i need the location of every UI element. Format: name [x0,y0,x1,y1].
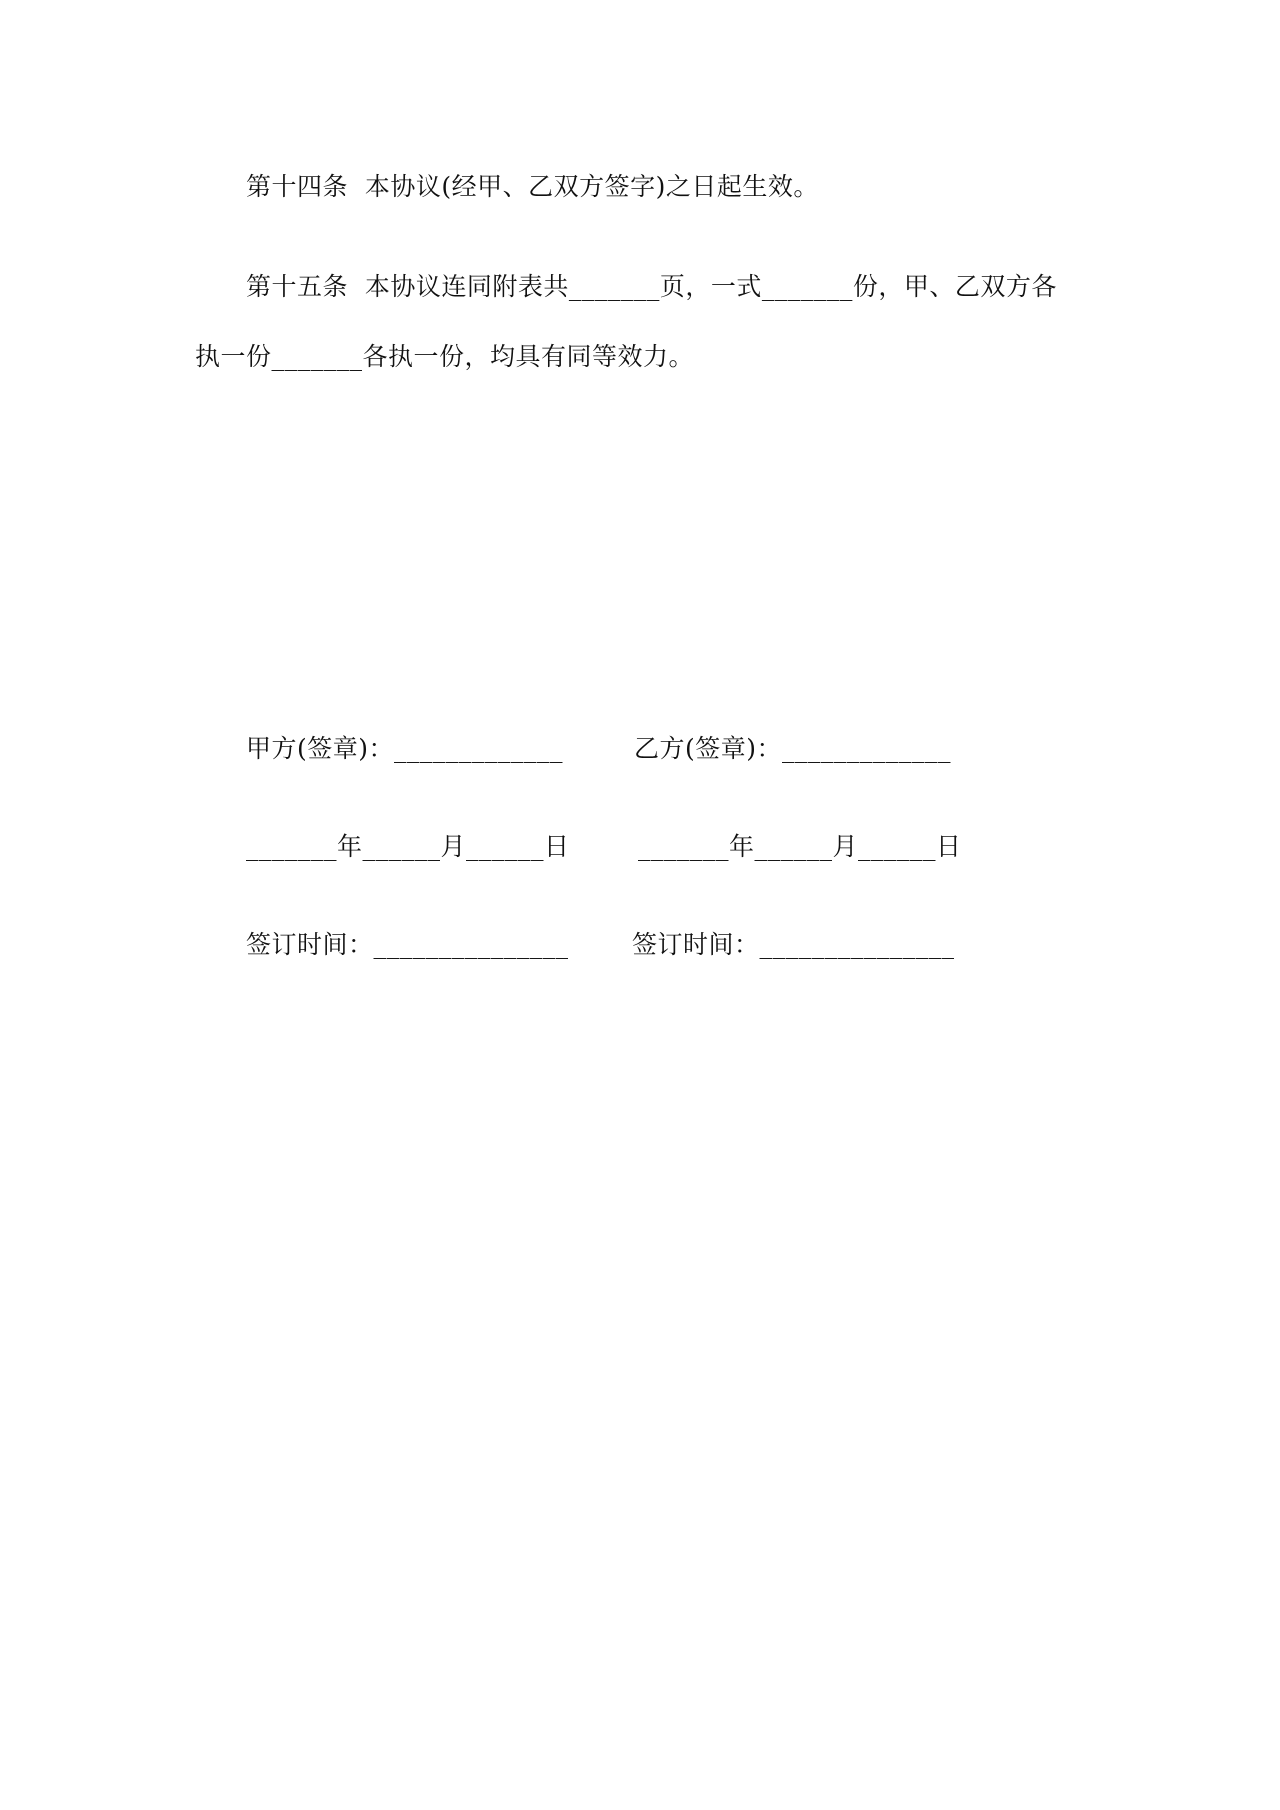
party-a-seal-field: 甲方(签章)：_____________ [246,734,564,763]
article-15-line-1: 第十五条 本协议连同附表共_______页，一式_______份，甲、乙双方各 [246,272,1057,301]
party-a-signing-time-field: 签订时间：_______________ [246,930,569,959]
party-b-signing-time-field: 签订时间：_______________ [632,930,955,959]
party-b-date-field: _______年______月______日 [638,832,962,861]
party-a-date-field: _______年______月______日 [246,832,570,861]
article-15-line-2: 执一份_______各执一份，均具有同等效力。 [195,342,695,371]
party-b-seal-field: 乙方(签章)：_____________ [634,734,952,763]
article-14-line-1: 第十四条 本协议(经甲、乙双方签字)之日起生效。 [246,172,819,201]
